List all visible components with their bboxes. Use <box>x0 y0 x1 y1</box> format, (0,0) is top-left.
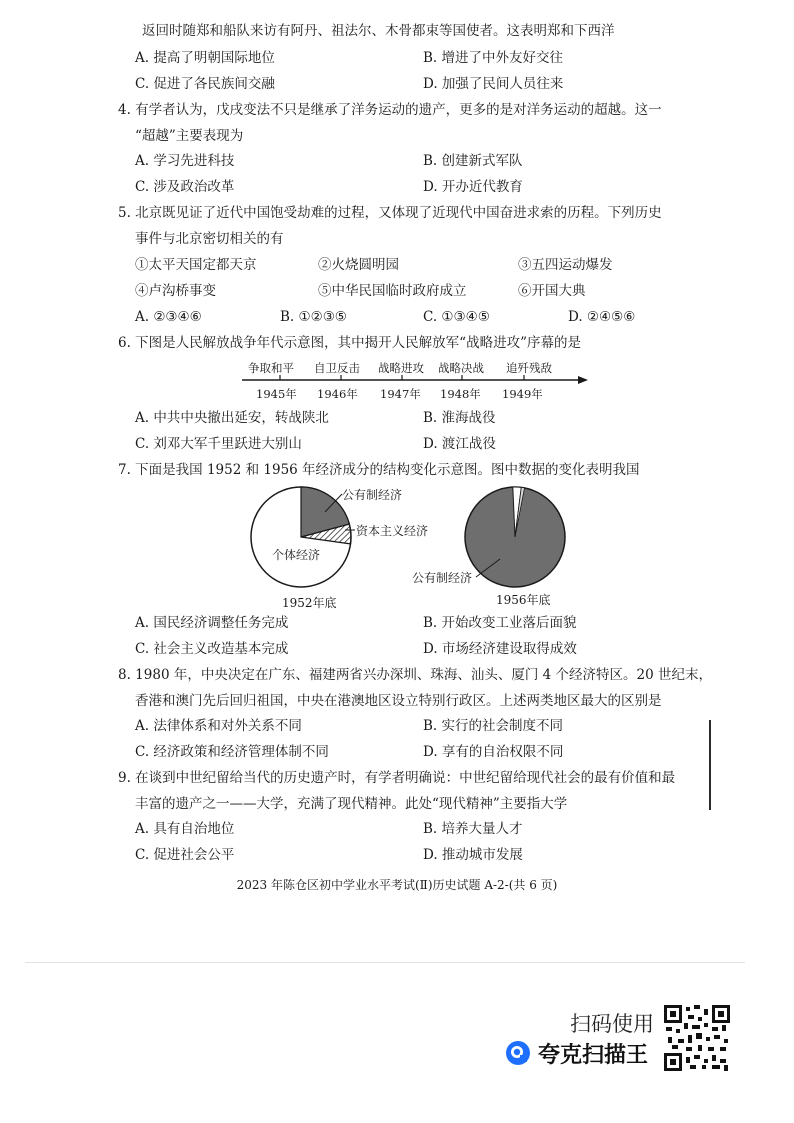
timeline-segment-5: 追歼残敌 <box>506 361 552 375</box>
q6-option-c: C. 刘邓大军千里跃进大别山 <box>135 436 302 452</box>
q8-stem-line2: 香港和澳门先后回归祖国，中央在港澳地区设立特别行政区。上述两类地区最大的区别是 <box>135 693 662 709</box>
timeline-year-1945: 1945年 <box>256 387 297 401</box>
page-footer: 2023 年陈仓区初中学业水平考试(Ⅱ)历史试题 A-2-(共 6 页) <box>236 878 558 892</box>
q5-option-b: B. ①②③⑤ <box>280 309 347 325</box>
q6-option-b: B. 淮海战役 <box>423 410 496 426</box>
q8-option-d: D. 享有的自治权限不同 <box>423 744 564 760</box>
q5-item-6: ⑥开国大典 <box>518 283 586 299</box>
q5-option-a: A. ②③④⑥ <box>135 309 202 325</box>
timeline-segment-3: 战略进攻 <box>378 361 424 375</box>
pie-1952-label-public: 公有制经济 <box>342 488 403 502</box>
q9-option-b: B. 培养大量人才 <box>423 821 523 837</box>
timeline-segment-4: 战略决战 <box>438 361 484 375</box>
q5-item-3: ③五四运动爆发 <box>518 257 613 273</box>
timeline-year-1949: 1949年 <box>502 387 543 401</box>
q8-option-b: B. 实行的社会制度不同 <box>423 718 564 734</box>
timeline-segment-1: 争取和平 <box>248 361 294 375</box>
q3-option-b: B. 增进了中外友好交往 <box>423 50 564 66</box>
quark-scanner-brand: 夸克扫描王 <box>538 1043 649 1068</box>
war-timeline <box>240 360 590 405</box>
q4-option-c: C. 涉及政治改革 <box>135 179 235 195</box>
q5-item-1: ①太平天国定都天京 <box>135 257 257 273</box>
q4-option-a: A. 学习先进科技 <box>135 153 235 169</box>
scan-to-use-label: 扫码使用 <box>570 1012 654 1036</box>
q9-stem-line1: 9. 在谈到中世纪留给当代的历史遗产时，有学者明确说：中世纪留给现代社会的最有价值和最 <box>118 770 676 786</box>
q5-stem-line2: 事件与北京密切相关的有 <box>135 231 284 247</box>
timeline-year-1947: 1947年 <box>380 387 421 401</box>
q5-option-d: D. ②④⑤⑥ <box>568 309 636 325</box>
faint-divider <box>25 962 745 963</box>
q7-stem: 7. 下面是我国 1952 和 1956 年经济成分的结构变化示意图。图中数据的变化表明我国 <box>118 462 640 478</box>
timeline-segment-2: 自卫反击 <box>314 361 360 375</box>
q3-option-c: C. 促进了各民族间交融 <box>135 76 275 92</box>
quark-logo-icon <box>505 1040 531 1066</box>
q4-stem-line1: 4. 有学者认为，戊戌变法不只是继承了洋务运动的遗产，更多的是对洋务运动的超越。这一 <box>118 102 662 118</box>
q9-option-c: C. 促进社会公平 <box>135 847 235 863</box>
timeline-year-1946: 1946年 <box>317 387 358 401</box>
q8-option-c: C. 经济政策和经济管理体制不同 <box>135 744 329 760</box>
q6-option-a: A. 中共中央撤出延安，转战陕北 <box>135 410 329 426</box>
q7-option-d: D. 市场经济建设取得成效 <box>423 641 577 657</box>
q5-item-4: ④卢沟桥事变 <box>135 283 216 299</box>
q3-stem: 返回时随郑和船队来访有阿丹、祖法尔、木骨都束等国使者。这表明郑和下西洋 <box>142 23 615 39</box>
q4-option-b: B. 创建新式军队 <box>423 153 523 169</box>
pie-1952-caption: 1952年底 <box>282 596 337 610</box>
q6-option-d: D. 渡江战役 <box>423 436 496 452</box>
timeline-year-1948: 1948年 <box>440 387 481 401</box>
q3-option-a: A. 提高了明朝国际地位 <box>135 50 275 66</box>
pie-1952-label-capitalist: 资本主义经济 <box>356 524 429 538</box>
q8-option-a: A. 法律体系和对外关系不同 <box>135 718 302 734</box>
pie-1952-label-individual: 个体经济 <box>272 548 321 562</box>
q9-option-d: D. 推动城市发展 <box>423 847 523 863</box>
q7-option-a: A. 国民经济调整任务完成 <box>135 615 289 631</box>
q5-stem-line1: 5. 北京既见证了近代中国饱受劫难的过程，又体现了近现代中国奋进求索的历程。下列历史 <box>118 205 662 221</box>
q4-stem-line2: “超越”主要表现为 <box>135 128 244 144</box>
q7-option-b: B. 开始改变工业落后面貌 <box>423 615 577 631</box>
pie-1956-caption: 1956年底 <box>496 593 551 607</box>
margin-rule <box>709 720 711 810</box>
q8-stem-line1: 8. 1980 年，中央决定在广东、福建两省兴办深圳、珠海、汕头、厦门 4 个经济特区。20 世纪末， <box>118 667 712 683</box>
q9-stem-line2: 丰富的遗产之一——大学，充满了现代精神。此处“现代精神”主要指大学 <box>135 796 568 812</box>
pie-1956-label-public: 公有制经济 <box>412 571 473 585</box>
q5-item-2: ②火烧圆明园 <box>318 257 399 273</box>
q7-option-c: C. 社会主义改造基本完成 <box>135 641 289 657</box>
q3-option-d: D. 加强了民间人员往来 <box>423 76 564 92</box>
q4-option-d: D. 开办近代教育 <box>423 179 523 195</box>
q5-item-5: ⑤中华民国临时政府成立 <box>318 283 467 299</box>
qr-code-icon[interactable] <box>664 1005 730 1071</box>
q5-option-c: C. ①③④⑤ <box>423 309 490 325</box>
q6-stem: 6. 下图是人民解放战争年代示意图，其中揭开人民解放军“战略进攻”序幕的是 <box>118 335 581 351</box>
q9-option-a: A. 具有自治地位 <box>135 821 235 837</box>
pie-1956-pointer <box>470 555 510 585</box>
